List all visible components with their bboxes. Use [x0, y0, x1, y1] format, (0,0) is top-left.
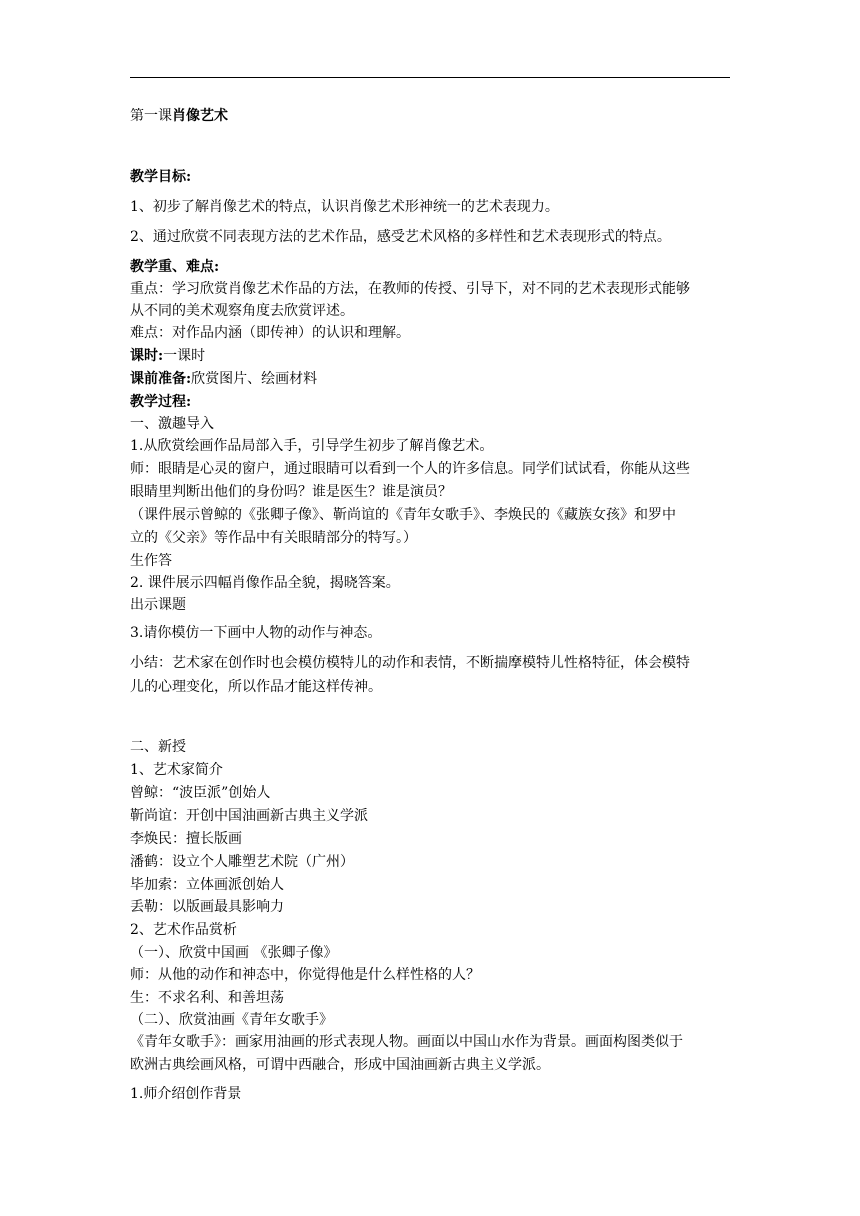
sub-section-2: （二）、欣赏油画《青年女歌手》: [130, 1012, 333, 1028]
artist-item: 李焕民：擅长版画: [130, 831, 242, 847]
artist-item: 靳尚谊：开创中国油画新古典主义学派: [130, 808, 368, 824]
artist-item: 曾鲸：“波臣派”创始人: [130, 785, 271, 801]
lesson-name: 肖像艺术: [172, 108, 228, 124]
lesson-title: [130, 105, 734, 127]
lesson-number: 第一课: [130, 108, 172, 124]
teacher-line-1: 师：眼睛是心灵的窗户，通过眼睛可以看到一个人的许多信息。同学们试试看，你能从这些: [130, 461, 690, 477]
work-desc-line-2: 欧洲古典绘画风格，可谓中西融合，形成中国油画新古典主义学派。: [130, 1057, 550, 1073]
prep-value: 欣赏图片、绘画材料: [191, 371, 318, 387]
summary-line-1: 小结：艺术家在创作时也会模仿模特儿的动作和表情，不断揣摩模特儿性格特征，体会模特: [130, 655, 690, 671]
goal-item-2: 2、通过欣赏不同表现方法的艺术作品，感受艺术风格的多样性和艺术表现形式的特点。: [130, 229, 671, 245]
goal-item-1: 1、初步了解肖像艺术的特点，认识肖像艺术形神统一的艺术表现力。: [130, 199, 559, 215]
works-heading: 2、艺术作品赏析: [130, 922, 237, 938]
part1-heading: 一、激趣导入: [130, 416, 214, 432]
process-heading: 教学过程:: [130, 394, 192, 410]
artists-heading: 1、艺术家简介: [130, 762, 223, 778]
part1-step3: 3.请你模仿一下画中人物的动作与神态。: [130, 625, 382, 641]
part2-step-last: 1.师介绍创作背景: [130, 1086, 242, 1102]
prep-label: 课前准备:: [130, 371, 192, 387]
student-answer: 生作答: [130, 553, 172, 569]
artist-item: 潘鹤：设立个人雕塑艺术院（广州）: [130, 854, 354, 870]
note-line-1: （课件展示曾鲸的《张卿子像》、靳尚谊的《青年女歌手》、李焕民的《藏族女孩》和罗中: [130, 507, 676, 523]
student-reply: 生：不求名利、和善坦荡: [130, 990, 284, 1006]
header-rule: [130, 77, 730, 78]
part2-heading: 二、新授: [130, 739, 186, 755]
artist-item: 丢勒：以版画最具影响力: [130, 899, 284, 915]
sub-section-1: （一）、欣赏中国画 《张卿子像》: [130, 945, 338, 961]
goals-heading: 教学目标:: [130, 169, 192, 185]
prep-line: [130, 368, 734, 390]
hours-line: [130, 345, 734, 367]
part1-step2: 2. 课件展示四幅肖像作品全貌，揭晓答案。: [130, 575, 400, 591]
topic-line: 出示课题: [130, 597, 186, 613]
note-line-2: 立的《父亲》等作品中有关眼睛部分的特写。）: [130, 530, 417, 546]
difficulty-line: 难点：对作品内涵（即传神）的认识和理解。: [130, 325, 410, 341]
teacher-question: 师：从他的动作和神态中，你觉得他是什么样性格的人？: [130, 967, 480, 983]
hours-label: 课时:: [130, 348, 164, 364]
part1-step1: 1.从欣赏绘画作品局部入手，引导学生初步了解肖像艺术。: [130, 438, 494, 454]
focus-line-1: 重点：学习欣赏肖像艺术作品的方法，在教师的传授、引导下，对不同的艺术表现形式能够: [130, 281, 690, 297]
hours-value: 一课时: [163, 348, 206, 364]
focus-line-2: 从不同的美术观察角度去欣赏评述。: [130, 303, 354, 319]
summary-line-2: 儿的心理变化，所以作品才能这样传神。: [130, 679, 382, 695]
work-desc-line-1: 《青年女歌手》：画家用油画的形式表现人物。画面以中国山水作为背景。画面构图类似于: [130, 1034, 683, 1050]
teacher-line-2: 眼睛里判断出他们的身份吗？谁是医生？谁是演员？: [130, 484, 452, 500]
key-heading: 教学重、难点:: [130, 259, 220, 275]
artist-item: 毕加索：立体画派创始人: [130, 877, 284, 893]
